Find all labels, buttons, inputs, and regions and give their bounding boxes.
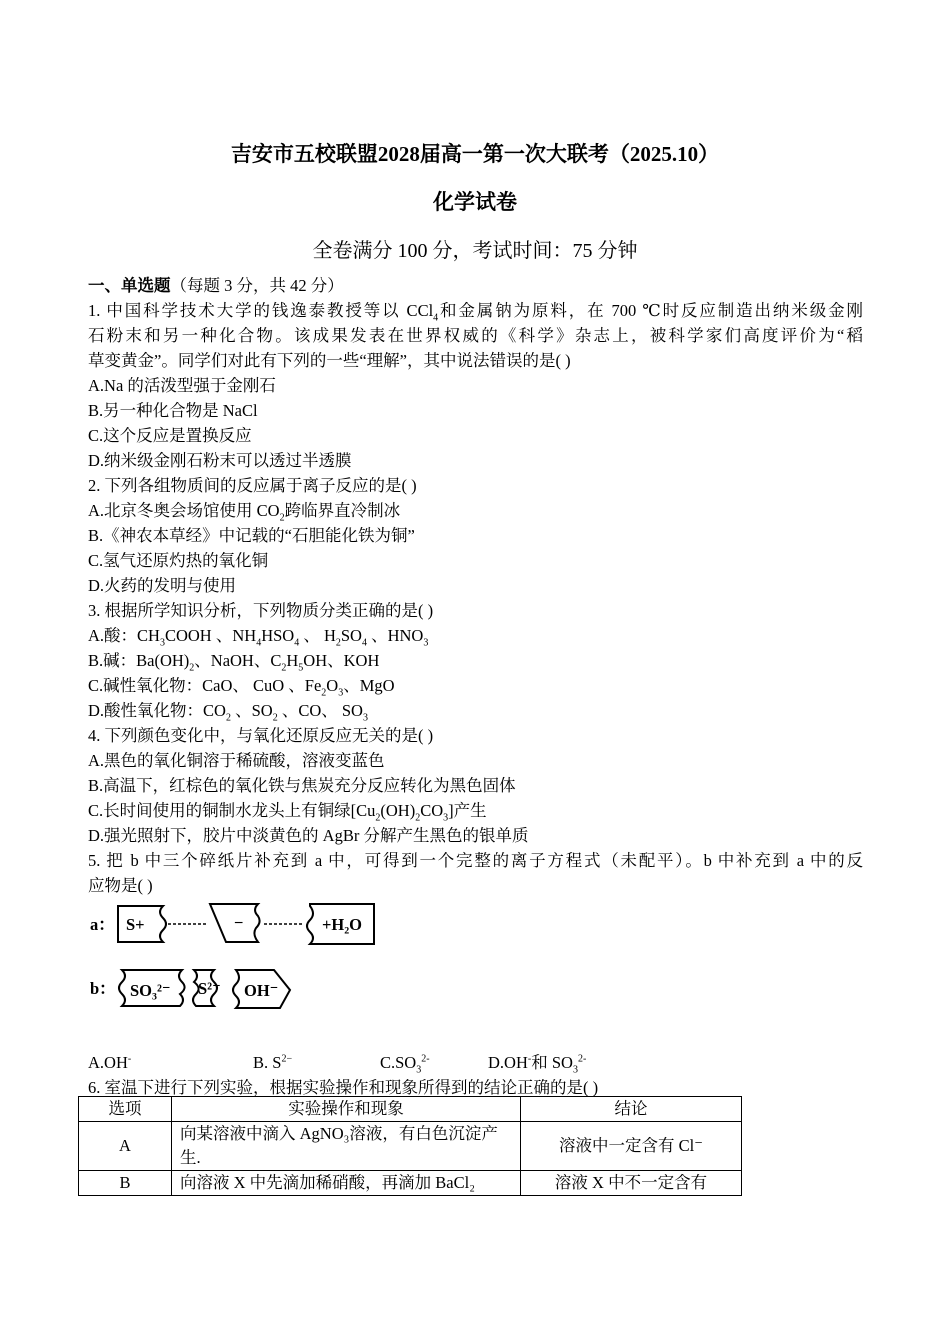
text-segment: 、 H (299, 626, 336, 645)
text-line (88, 498, 863, 523)
subject-title: 化学试卷 (433, 190, 517, 214)
text-segment: 3 (443, 812, 449, 824)
text-line (88, 623, 863, 648)
exam-title: 吉安市五校联盟2028届高一第一次大联考（2025.10） (230, 142, 720, 166)
row-option: B (79, 1171, 172, 1196)
text-segment: - (527, 1053, 532, 1065)
text-line (88, 348, 863, 373)
text-segment: 3 (159, 637, 165, 649)
text-line (88, 873, 863, 898)
q5-options (88, 1050, 863, 1075)
text-line (88, 598, 863, 623)
answer-option (488, 1050, 586, 1075)
text-line (88, 548, 863, 573)
text-segment: 5. 把 b 中三个碎纸片补充到 a 中，可得到一个完整的离子方程式（未配平）。b 中补充到 a 中的反 (88, 851, 863, 870)
text-line (88, 573, 863, 598)
text-segment: 1. 中国科学技术大学的钱逸泰教授等以 CCl (88, 301, 434, 320)
text-segment: 2 (335, 637, 341, 649)
text-line (88, 473, 863, 498)
text-segment: D.强光照射下，胶片中淡黄色的 AgBr 分解产生黑色的银单质 (88, 826, 529, 845)
text-segment: 2 (415, 812, 421, 824)
text-segment: 2 (281, 662, 287, 674)
text-segment: ]产生 (448, 801, 487, 820)
text-segment: B.碱：Ba(OH) (88, 651, 190, 670)
text-line (88, 748, 863, 773)
text-segment: 3 (572, 1064, 578, 1076)
text-segment: 、NaOH、C (194, 651, 282, 670)
text-segment: 、HNO (366, 626, 424, 645)
text-segment: 、SO (230, 701, 273, 720)
answer-option (380, 1050, 430, 1075)
text-segment: 3 (416, 1064, 422, 1076)
piece-b2: S²⁻ (198, 979, 221, 998)
row-a-label: a： (90, 915, 115, 934)
text-segment: B.高温下，红棕色的氧化铁与焦炭充分反应转化为黑色固体 (88, 776, 516, 795)
text-segment: 4 (361, 637, 367, 649)
table-row (79, 1122, 742, 1171)
row-conclusion: 溶液中一定含有 Cl⁻ (521, 1122, 742, 1171)
text-segment: A.Na 的活泼型强于金刚石 (88, 376, 276, 395)
text-line (88, 648, 863, 673)
text-segment: 3 (362, 712, 368, 724)
text-segment: 3 (423, 637, 429, 649)
text-segment: C.长时间使用的铜制水龙头上有铜绿[Cu (88, 801, 376, 820)
text-segment: COOH 、NH (164, 626, 257, 645)
text-segment: A.OH (88, 1053, 128, 1072)
piece-b1: SO₃²⁻ (130, 981, 171, 1000)
text-segment: C.这个反应是置换反应 (88, 426, 252, 445)
text-segment: 4 (256, 637, 262, 649)
text-segment: A.黑色的氧化铜溶于稀硫酸，溶液变蓝色 (88, 751, 385, 770)
text-segment: (OH) (380, 801, 416, 820)
text-line (88, 773, 863, 798)
text-segment: 2. 下列各组物质间的反应属于离子反应的是( ) (88, 476, 417, 495)
header-conclusion: 结论 (521, 1097, 742, 1122)
text-line (88, 823, 863, 848)
piece-a2: − (234, 913, 244, 932)
row-operation: 向某溶液中滴入 AgNO₃溶液，有白色沉淀产生. (172, 1122, 521, 1171)
text-line (88, 723, 863, 748)
text-segment: 2 (375, 812, 381, 824)
text-segment: 2− (281, 1053, 293, 1065)
text-segment: 4. 下列颜色变化中，与氧化还原反应无关的是( ) (88, 726, 434, 745)
text-line (88, 298, 863, 323)
text-segment: 、CO、 SO (277, 701, 363, 720)
text-segment: D.纳米级金刚石粉末可以透过半透膜 (88, 451, 352, 470)
answer-option (88, 1050, 131, 1075)
text-line (88, 523, 863, 548)
text-segment: 3 (338, 687, 344, 699)
text-segment: OH、KOH (303, 651, 380, 670)
header-option: 选项 (79, 1097, 172, 1122)
answer-option (253, 1050, 292, 1075)
row-operation: 向溶液 X 中先滴加稀硝酸，再滴加 BaCl₂ (172, 1171, 521, 1196)
text-segment: D.火药的发明与使用 (88, 576, 237, 595)
text-segment: 4 (294, 637, 300, 649)
text-segment: 2- (577, 1053, 587, 1065)
text-segment: 2 (321, 687, 327, 699)
piece-a1: S+ (126, 915, 145, 934)
row-conclusion: 溶液 X 中不一定含有 (521, 1171, 742, 1196)
text-segment: 4 (433, 312, 439, 323)
text-segment: SO (340, 626, 362, 645)
table-row (79, 1171, 742, 1196)
text-line (88, 673, 863, 698)
section-heading (88, 273, 863, 298)
text-segment: D.酸性氧化物：CO (88, 701, 226, 720)
text-segment: D.OH (488, 1053, 528, 1072)
text-segment: B.《神农本草经》中记载的“石胆能化铁为铜” (88, 526, 415, 545)
header-operation: 实验操作和现象 (172, 1097, 521, 1122)
text-segment: HSO (261, 626, 295, 645)
text-segment: C.碱性氧化物：CaO、 CuO 、Fe (88, 676, 322, 695)
paper-pieces-figure (88, 898, 863, 1048)
text-segment: C.SO (380, 1053, 417, 1072)
text-line (88, 848, 863, 873)
text-segment: 5 (298, 662, 304, 674)
text-segment: A.酸：CH (88, 626, 160, 645)
text-segment: 2 (225, 712, 231, 724)
exam-info: 全卷满分 100 分，考试时间：75 分钟 (312, 240, 638, 262)
text-segment: 2 (279, 512, 285, 524)
table-header-row (79, 1097, 742, 1122)
text-segment: 2 (189, 662, 195, 674)
text-line (88, 698, 863, 723)
text-line (88, 323, 863, 348)
row-b-label: b： (90, 979, 116, 998)
text-segment: C.氢气还原灼热的氧化铜 (88, 551, 269, 570)
text-line (88, 798, 863, 823)
text-line (88, 373, 863, 398)
text-segment: 2 (272, 712, 278, 724)
text-segment: 和金属钠为原料，在 700 ℃时反应制造出纳米级金刚 (438, 301, 863, 320)
text-segment: 石粉末和另一种化合物。该成果发表在世界权威的《科学》杂志上，被科学家们高度评价为“稻 (88, 326, 863, 345)
experiment-table (78, 1096, 742, 1196)
text-line (88, 423, 863, 448)
text-segment: B.另一种化合物是 NaCl (88, 401, 258, 420)
text-segment: CO (420, 801, 444, 820)
text-segment: 跨临界直冷制冰 (284, 501, 401, 520)
text-segment: O (326, 676, 339, 695)
text-segment: 一、单选题 (88, 276, 171, 295)
text-segment: B. S (253, 1053, 282, 1072)
text-line (88, 448, 863, 473)
text-segment: 、MgO (343, 676, 395, 695)
q6-stem: 6. 室温下进行下列实验，根据实验操作和现象所得到的结论正确的是( ) (88, 1078, 599, 1097)
text-segment: 和 SO (531, 1053, 573, 1072)
piece-b3: OH⁻ (244, 981, 279, 1000)
text-line (88, 398, 863, 423)
question-body (88, 273, 863, 1100)
text-segment: A.北京冬奥会场馆使用 CO (88, 501, 280, 520)
text-segment: - (127, 1053, 132, 1065)
row-option: A (79, 1122, 172, 1171)
text-segment: （每题 3 分，共 42 分） (170, 276, 344, 295)
text-segment: 应物是( ) (88, 876, 153, 895)
text-segment: H (286, 651, 299, 670)
text-segment: 2- (421, 1053, 430, 1065)
text-segment: 草变黄金”。同学们对此有下列的一些“理解”，其中说法错误的是( ) (88, 351, 571, 370)
question-lines (88, 273, 863, 898)
piece-a3: +H₂O (322, 915, 363, 934)
text-segment: 3. 根据所学知识分析，下列物质分类正确的是( ) (88, 601, 434, 620)
